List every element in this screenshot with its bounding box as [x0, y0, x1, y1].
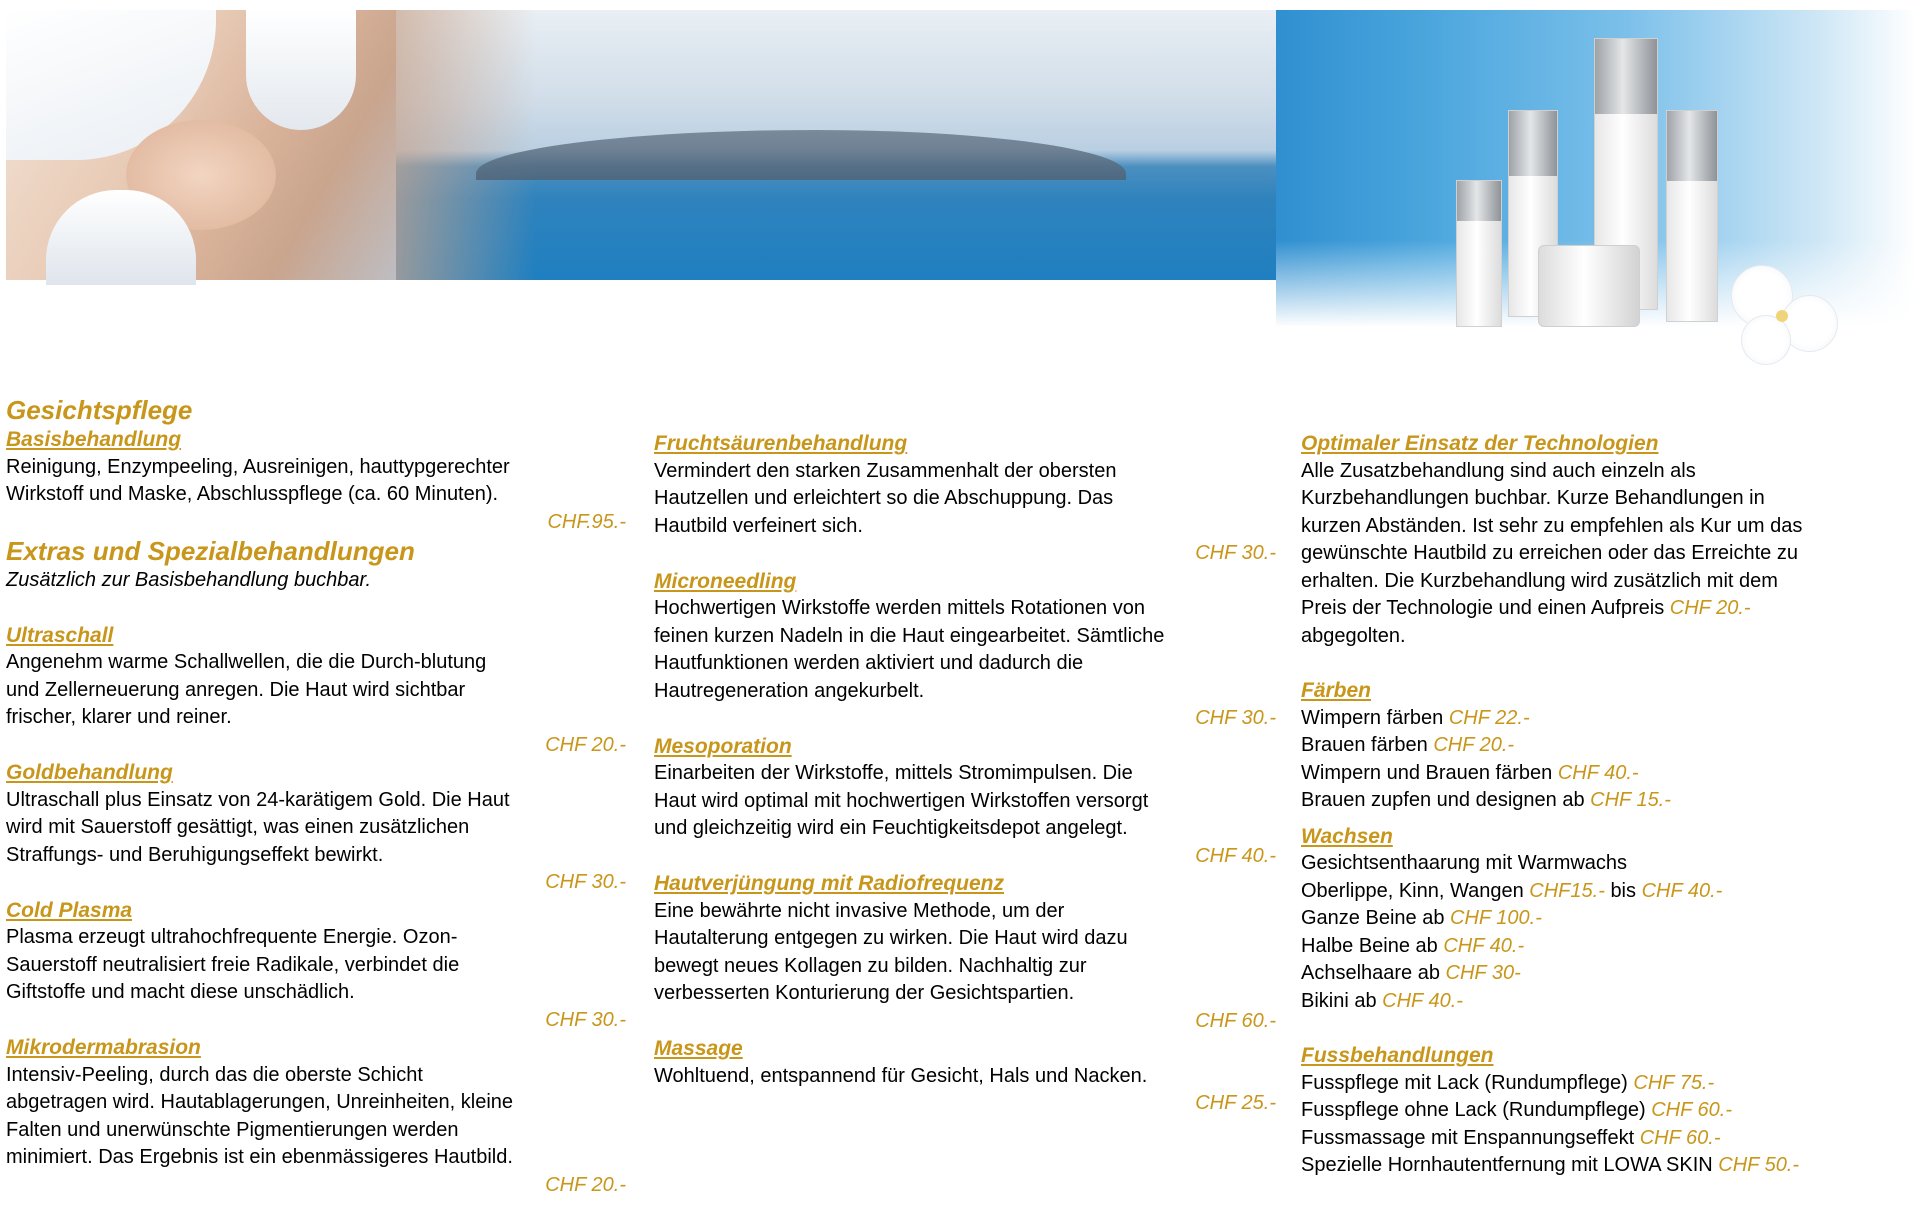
price: CHF 100.-	[1450, 907, 1542, 929]
column-middle	[654, 430, 1276, 1118]
price: CHF 60.-	[1639, 1126, 1721, 1149]
orchid-icon	[1741, 315, 1791, 365]
price: CHF 20.-	[545, 1173, 626, 1196]
treatment-heading: Basisbehandlung	[6, 428, 182, 451]
price: CHF15.-	[1529, 879, 1605, 902]
treatment-description: Vermindert den starken Zusammenhalt der obersten Hautzellen und erleichtert so die Abschuppung. Das Hautbild verfeinert sich.	[654, 459, 1117, 537]
list-item: Bikini ab CHF 40.-	[1301, 989, 1463, 1012]
column-right	[1301, 430, 1911, 1180]
face-treatment-photo	[6, 10, 451, 280]
treatment-description: Angenehm warme Schallwellen, die die Durch-blutung und Zellerneuerung anregen. Die Haut wird sichtbar frischer, klarer und reiner.	[6, 651, 487, 728]
product-bottle	[1456, 180, 1502, 327]
price: CHF 40.-	[1443, 934, 1525, 957]
price: CHF 30.-	[1195, 707, 1276, 729]
list-item: Brauen färben CHF 20.-	[1301, 734, 1515, 756]
list-item: Brauen zupfen und designen ab CHF 15.-	[1301, 789, 1671, 811]
price: CHF 30-	[1445, 962, 1521, 984]
treatment-heading: Wachsen	[1301, 824, 1393, 848]
treatment-heading: Massage	[654, 1037, 743, 1060]
product-photo	[1276, 10, 1913, 385]
price: CHF 30.-	[545, 871, 626, 893]
list-item: Spezielle Hornhautentfernung mit LOWA SKIN CHF 50.-	[1301, 1154, 1800, 1176]
header-banner	[6, 10, 1913, 385]
treatment-heading: Cold Plasma	[6, 898, 133, 922]
price: CHF 15.-	[1590, 789, 1671, 811]
section-title: Extras und Spezialbehandlungen	[6, 536, 415, 566]
list-item: Ganze Beine ab CHF 100.-	[1301, 907, 1542, 929]
treatment-description: Reinigung, Enzympeeling, Ausreinigen, hauttypgerechter Wirkstoff und Maske, Abschlusspflege (ca. 60 Minuten).	[6, 455, 510, 505]
treatment-heading: Färben	[1301, 679, 1372, 702]
column-left	[6, 395, 626, 1199]
treatment-heading: Hautverjüngung mit Radiofrequenz	[654, 872, 1005, 895]
price: CHF 60.-	[1195, 1009, 1276, 1032]
treatment-heading: Optimaler Einsatz der Technologien	[1301, 432, 1659, 455]
list-item: Fussmassage mit Enspannungseffekt CHF 60.-	[1301, 1126, 1721, 1149]
list-item: Wimpern und Brauen färben CHF 40.-	[1301, 761, 1639, 784]
treatment-description: Alle Zusatzbehandlung sind auch einzeln als Kurzbehandlungen buchbar. Kurze Behandlungen in kurzen Abständen. Ist sehr zu empfehlen als Kur um das gewünschte Hautbild zu erreichen oder das Erreichte zu erhalten. Die Kurzbehandlung wird zusätzlich mit dem Preis der Technologie und einen Aufpreis CHF 20.- abgegolten.	[1301, 459, 1803, 647]
price: CHF 40.-	[1382, 989, 1463, 1012]
price: CHF 40.-	[1641, 879, 1723, 902]
product-bottle	[1666, 110, 1718, 322]
treatment-heading: Mikrodermabrasion	[6, 1036, 201, 1059]
treatment-heading: Mesoporation	[654, 734, 792, 758]
treatment-heading: Goldbehandlung	[6, 761, 173, 784]
list-item: Fusspflege ohne Lack (Rundumpflege) CHF 60.-	[1301, 1099, 1732, 1121]
treatment-heading: Fussbehandlungen	[1301, 1044, 1494, 1067]
list-item: Achselhaare ab CHF 30-	[1301, 962, 1521, 984]
list-item: Oberlippe, Kinn, Wangen CHF15.- bis CHF 40.-	[1301, 879, 1723, 902]
treatment-description: Intensiv-Peeling, durch das die oberste Schicht abgetragen wird. Hautablagerungen, Unreinheiten, kleine Falten und unerwünschte Pigmentierungen werden minimiert. Das Ergebnis ist ein ebenmässigeres Hautbild.	[6, 1063, 514, 1168]
price: CHF 30.-	[1195, 542, 1276, 564]
price: CHF 75.-	[1633, 1071, 1715, 1094]
price: CHF 20.-	[1669, 597, 1751, 619]
product-jar	[1538, 245, 1640, 327]
treatment-description: Eine bewährte nicht invasive Methode, um der Hautalterung entgegen zu wirken. Die Haut wird dazu bewegt neues Kollagen zu bilden. Nachhaltig zur verbesserten Konturierung der Gesichtspartien.	[654, 899, 1128, 1004]
price-list	[1301, 1070, 1911, 1180]
treatment-heading: Fruchtsäurenbehandlung	[654, 432, 908, 455]
treatment-description: Wohltuend, entspannend für Gesicht, Hals und Nacken.	[654, 1064, 1148, 1087]
treatment-description: Hochwertigen Wirkstoffe werden mittels Rotationen von feinen kurzen Nadeln in die Haut eingearbeitet. Sämtliche Hautfunktionen werden aktiviert und dadurch die Hautregeneration angekurbelt.	[654, 597, 1165, 702]
section-title: Gesichtspflege	[6, 395, 193, 425]
price: CHF 50.-	[1718, 1154, 1800, 1176]
list-item: Halbe Beine ab CHF 40.-	[1301, 934, 1525, 957]
section-note: Zusätzlich zur Basisbehandlung buchbar.	[6, 569, 372, 591]
list-item: Wimpern färben CHF 22.-	[1301, 706, 1530, 729]
price: CHF 40.-	[1195, 844, 1276, 867]
price: CHF.95.-	[547, 510, 626, 533]
price-list	[1301, 705, 1911, 815]
price: CHF 30.-	[545, 1008, 626, 1031]
list-item: Fusspflege mit Lack (Rundumpflege) CHF 75.-	[1301, 1071, 1715, 1094]
price: CHF 60.-	[1651, 1099, 1732, 1121]
treatment-description: Einarbeiten der Wirkstoffe, mittels Stromimpulsen. Die Haut wird optimal mit hochwertigen Wirkstoffen versorgt und gleichzeitig wird ein Feuchtigkeitsdepot angelegt.	[654, 762, 1149, 839]
price: CHF 40.-	[1557, 761, 1639, 784]
price: CHF 25.-	[1195, 1092, 1276, 1114]
price: CHF 20.-	[545, 733, 626, 756]
price-list: Gesichtsenthaarung mit Warmwachs Oberlippe, Kinn, Wangen CHF15.- bis CHF 40.- Ganze Beine ab CHF 100.- Halbe Beine ab CHF 40.- Achselhaare ab CHF 30- Bikini ab CHF 40.-	[1301, 850, 1911, 1015]
treatment-heading: Ultraschall	[6, 623, 114, 647]
price: CHF 20.-	[1433, 734, 1515, 756]
treatment-description: Plasma erzeugt ultrahochfrequente Energie. Ozon- Sauerstoff neutralisiert freie Radikale, verbindet die Giftstoffe und macht diese unschädlich.	[6, 926, 460, 1003]
price: CHF 22.-	[1448, 706, 1530, 729]
treatment-heading: Microneedling	[654, 569, 797, 593]
treatment-description: Ultraschall plus Einsatz von 24-karätigem Gold. Die Haut wird mit Sauerstoff gesättigt, was einen zusätzlichen Straffungs- und Beruhigungseffekt bewirkt.	[6, 788, 510, 866]
